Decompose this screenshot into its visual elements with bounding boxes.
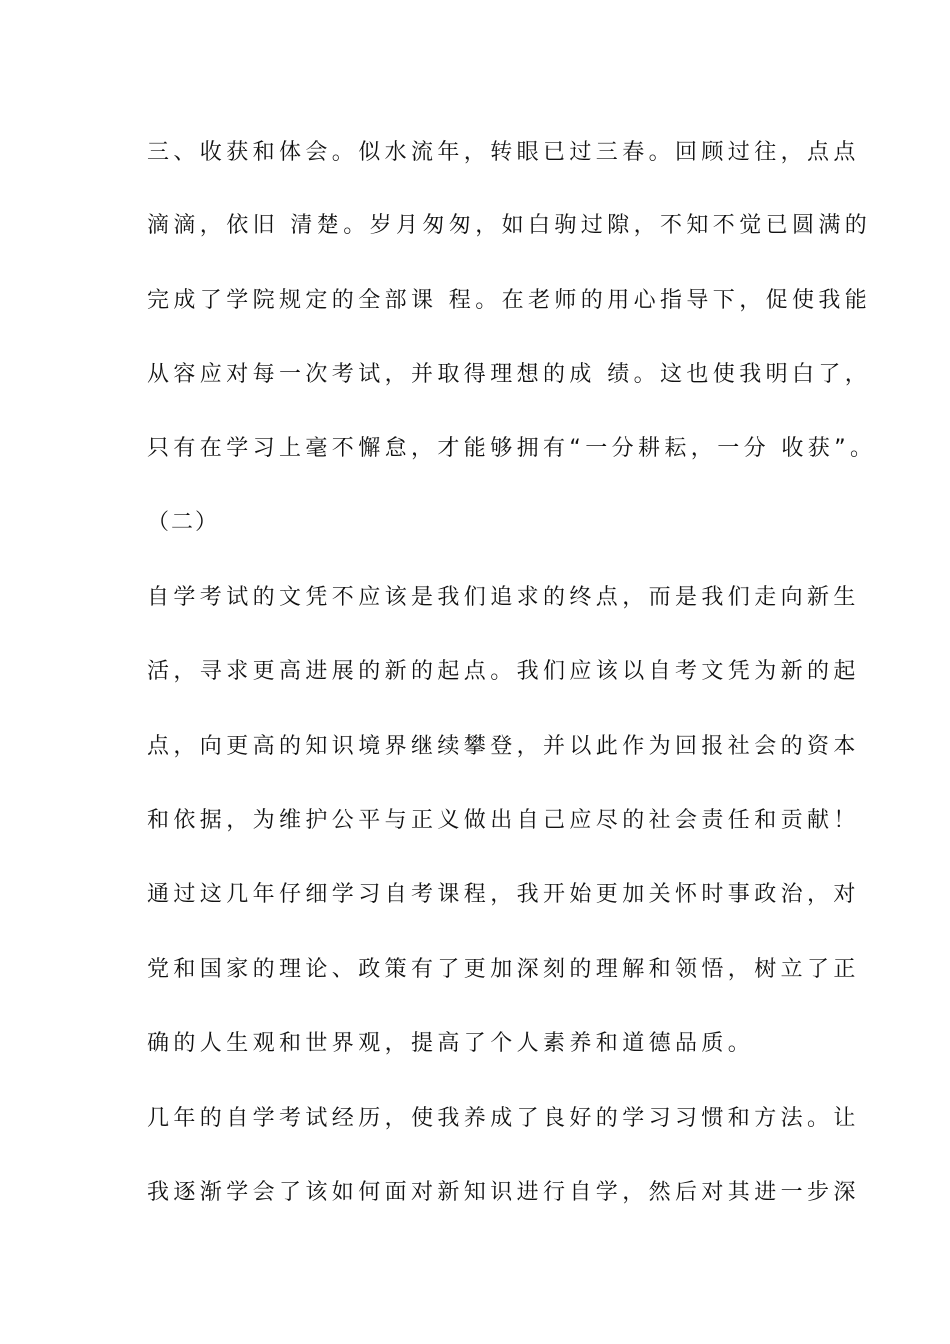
paragraph-line: 滴滴，依旧 清楚。岁月匆匆，如白驹过隙，不知不觉已圆满的 (147, 213, 872, 238)
paragraph-line: 完成了学院规定的全部课 程。在老师的用心指导下，促使我能 (147, 288, 872, 313)
paragraph-line: 活，寻求更高进展的新的起点。我们应该以自考文凭为新的起 (147, 659, 860, 684)
paragraph-line: 三、收获和体会。似水流年，转眼已过三春。回顾过往，点点 (147, 140, 860, 165)
section-heading: （二） (147, 510, 220, 535)
paragraph-line: 点，向更高的知识境界继续攀登，并以此作为回报社会的资本 (147, 734, 860, 759)
paragraph-line: 通过这几年仔细学习自考课程，我开始更加关怀时事政治，对 (147, 882, 860, 907)
paragraph-line: 自学考试的文凭不应该是我们追求的终点，而是我们走向新生 (147, 585, 860, 610)
paragraph-line: 从容应对每一次考试，并取得理想的成 绩。这也使我明白了， (147, 362, 872, 387)
paragraph-line: 只有在学习上毫不懈怠，才能够拥有“一分耕耘，一分 收获”。 (147, 436, 877, 461)
paragraph-line: 确的人生观和世界观，提高了个人素养和道德品质。 (147, 1031, 755, 1056)
paragraph-line: 几年的自学考试经历，使我养成了良好的学习习惯和方法。让 (147, 1106, 860, 1131)
paragraph-line: 党和国家的理论、政策有了更加深刻的理解和领悟，树立了正 (147, 957, 860, 982)
paragraph-line: 和依据，为维护公平与正义做出自己应尽的社会责任和贡献！ (147, 808, 860, 833)
paragraph-line: 我逐渐学会了该如何面对新知识进行自学，然后对其进一步深 (147, 1180, 860, 1205)
